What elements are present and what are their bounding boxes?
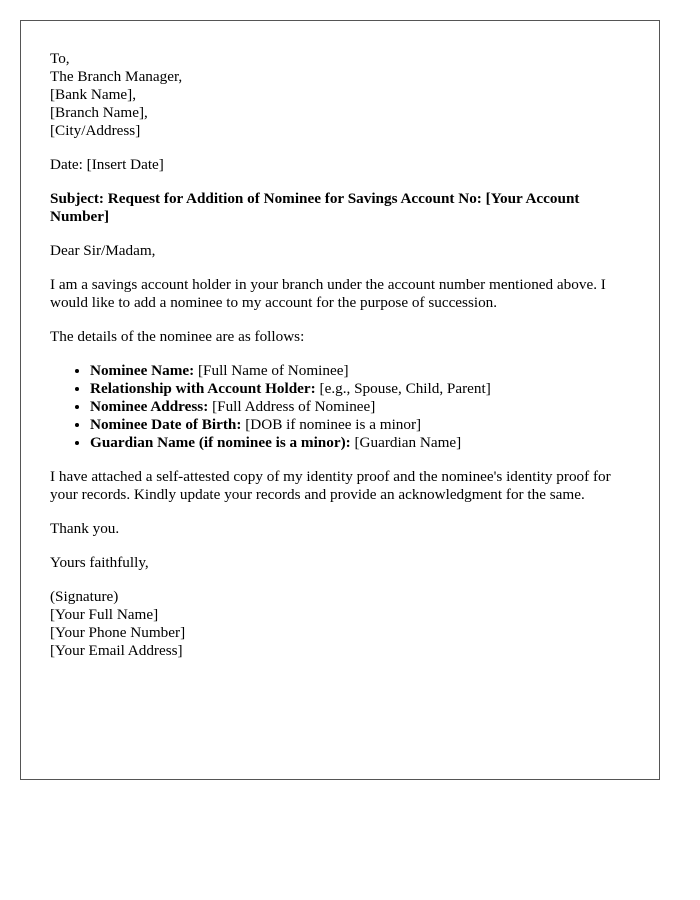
recipient-branch: [Branch Name], bbox=[50, 104, 148, 121]
detail-item-guardian bbox=[90, 434, 640, 452]
recipient-block bbox=[50, 50, 640, 140]
detail-item-relationship bbox=[90, 380, 640, 398]
salutation: Dear Sir/Madam, bbox=[50, 242, 156, 259]
detail-item-nominee-name bbox=[90, 362, 640, 380]
detail-label: Nominee Address: bbox=[90, 398, 209, 415]
recipient-city: [City/Address] bbox=[50, 122, 141, 139]
thanks-line: Thank you. bbox=[50, 520, 120, 537]
detail-label: Guardian Name (if nominee is a minor): bbox=[90, 434, 351, 451]
detail-value: [Guardian Name] bbox=[350, 434, 462, 451]
detail-label: Nominee Date of Birth: bbox=[90, 416, 242, 433]
signature-block bbox=[50, 588, 640, 660]
details-intro: The details of the nominee are as follows: bbox=[50, 328, 305, 345]
sender-name: [Your Full Name] bbox=[50, 606, 159, 623]
detail-value: [e.g., Spouse, Child, Parent] bbox=[315, 380, 491, 397]
detail-value: [DOB if nominee is a minor] bbox=[241, 416, 422, 433]
detail-item-dob bbox=[90, 416, 640, 434]
recipient-to: To, bbox=[50, 50, 70, 67]
detail-value: [Full Address of Nominee] bbox=[208, 398, 376, 415]
letter-content bbox=[50, 50, 640, 660]
recipient-title: The Branch Manager, bbox=[50, 68, 183, 85]
letter-frame bbox=[20, 20, 660, 780]
intro-paragraph: I am a savings account holder in your branch under the account number mentioned above. I would like to add a nominee to my account for the purpose of succession. bbox=[50, 276, 606, 311]
signature-line: (Signature) bbox=[50, 588, 119, 605]
sender-phone: [Your Phone Number] bbox=[50, 624, 186, 641]
detail-value: [Full Name of Nominee] bbox=[194, 362, 349, 379]
recipient-bank: [Bank Name], bbox=[50, 86, 137, 103]
detail-label: Relationship with Account Holder: bbox=[90, 380, 316, 397]
sender-email: [Your Email Address] bbox=[50, 642, 183, 659]
detail-item-address bbox=[90, 398, 640, 416]
date-line: Date: [Insert Date] bbox=[50, 156, 164, 173]
attachment-paragraph: I have attached a self-attested copy of my identity proof and the nominee's identity proof for your records. Kindly update your records and provide an acknowledgment for the same. bbox=[50, 468, 611, 503]
subject-line: Subject: Request for Addition of Nominee for Savings Account No: [Your Account Number] bbox=[50, 190, 580, 225]
nominee-details-list bbox=[50, 362, 640, 452]
detail-label: Nominee Name: bbox=[90, 362, 195, 379]
closing-line: Yours faithfully, bbox=[50, 554, 149, 571]
